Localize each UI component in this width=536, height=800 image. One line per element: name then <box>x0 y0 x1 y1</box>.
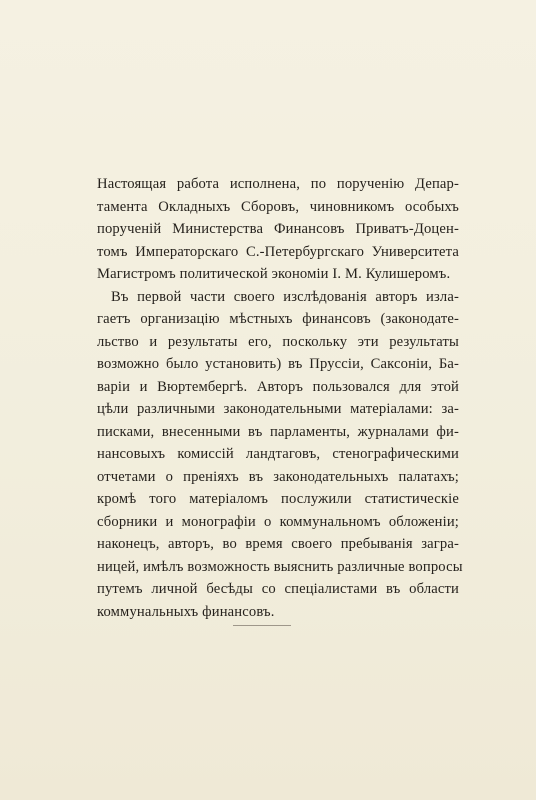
text-line: порученій Министерства Финансовъ Приватъ-Доцен- <box>97 221 459 237</box>
text-line: тамента Окладныхъ Сборовъ, чиновникомъ особыхъ <box>97 198 459 215</box>
text-line: Магистромъ политической экономіи І. М. Кулишеромъ. <box>97 266 451 282</box>
text-line: томъ Императорскаго С.-Петербургскаго Университета <box>97 243 459 260</box>
text-line: ницей, имѣлъ возможность выяснить различные вопросы <box>97 558 463 575</box>
section-divider <box>233 625 291 626</box>
text-line: Настоящая работа исполнена, по порученію Депар- <box>97 176 459 192</box>
body-text <box>97 173 463 623</box>
text-line: писками, внесенными въ парламенты, журналами фи- <box>97 423 459 440</box>
text-line: кромѣ того матеріаломъ послужили статистическіе <box>97 491 459 507</box>
text-line: льство и результаты его, поскольку эти результаты <box>97 333 459 350</box>
text-line: гаетъ организацію мѣстныхъ финансовъ (законодате- <box>97 311 459 327</box>
text-line: цѣли различными законодательными матеріалами: за- <box>97 401 459 417</box>
text-line: Въ первой части своего изслѣдованія авторъ изла- <box>111 288 459 305</box>
text-line: варіи и Вюртембергѣ. Авторъ пользовался для этой <box>97 378 459 395</box>
text-line: сборники и монографіи о коммунальномъ обложеніи; <box>97 513 459 530</box>
text-line: нансовыхъ комиссій ландтаговъ, стенографическими <box>97 446 459 462</box>
text-line: возможно было установить) въ Пруссіи, Саксоніи, Ба- <box>97 356 459 372</box>
text-line: коммунальныхъ финансовъ. <box>97 603 275 620</box>
text-line: путемъ личной бесѣды со спеціалистами въ области <box>97 581 459 597</box>
text-line: наконецъ, авторъ, во время своего пребыванія загра- <box>97 536 459 552</box>
text-line: отчетами о преніяхъ въ законодательныхъ палатахъ; <box>97 468 459 485</box>
